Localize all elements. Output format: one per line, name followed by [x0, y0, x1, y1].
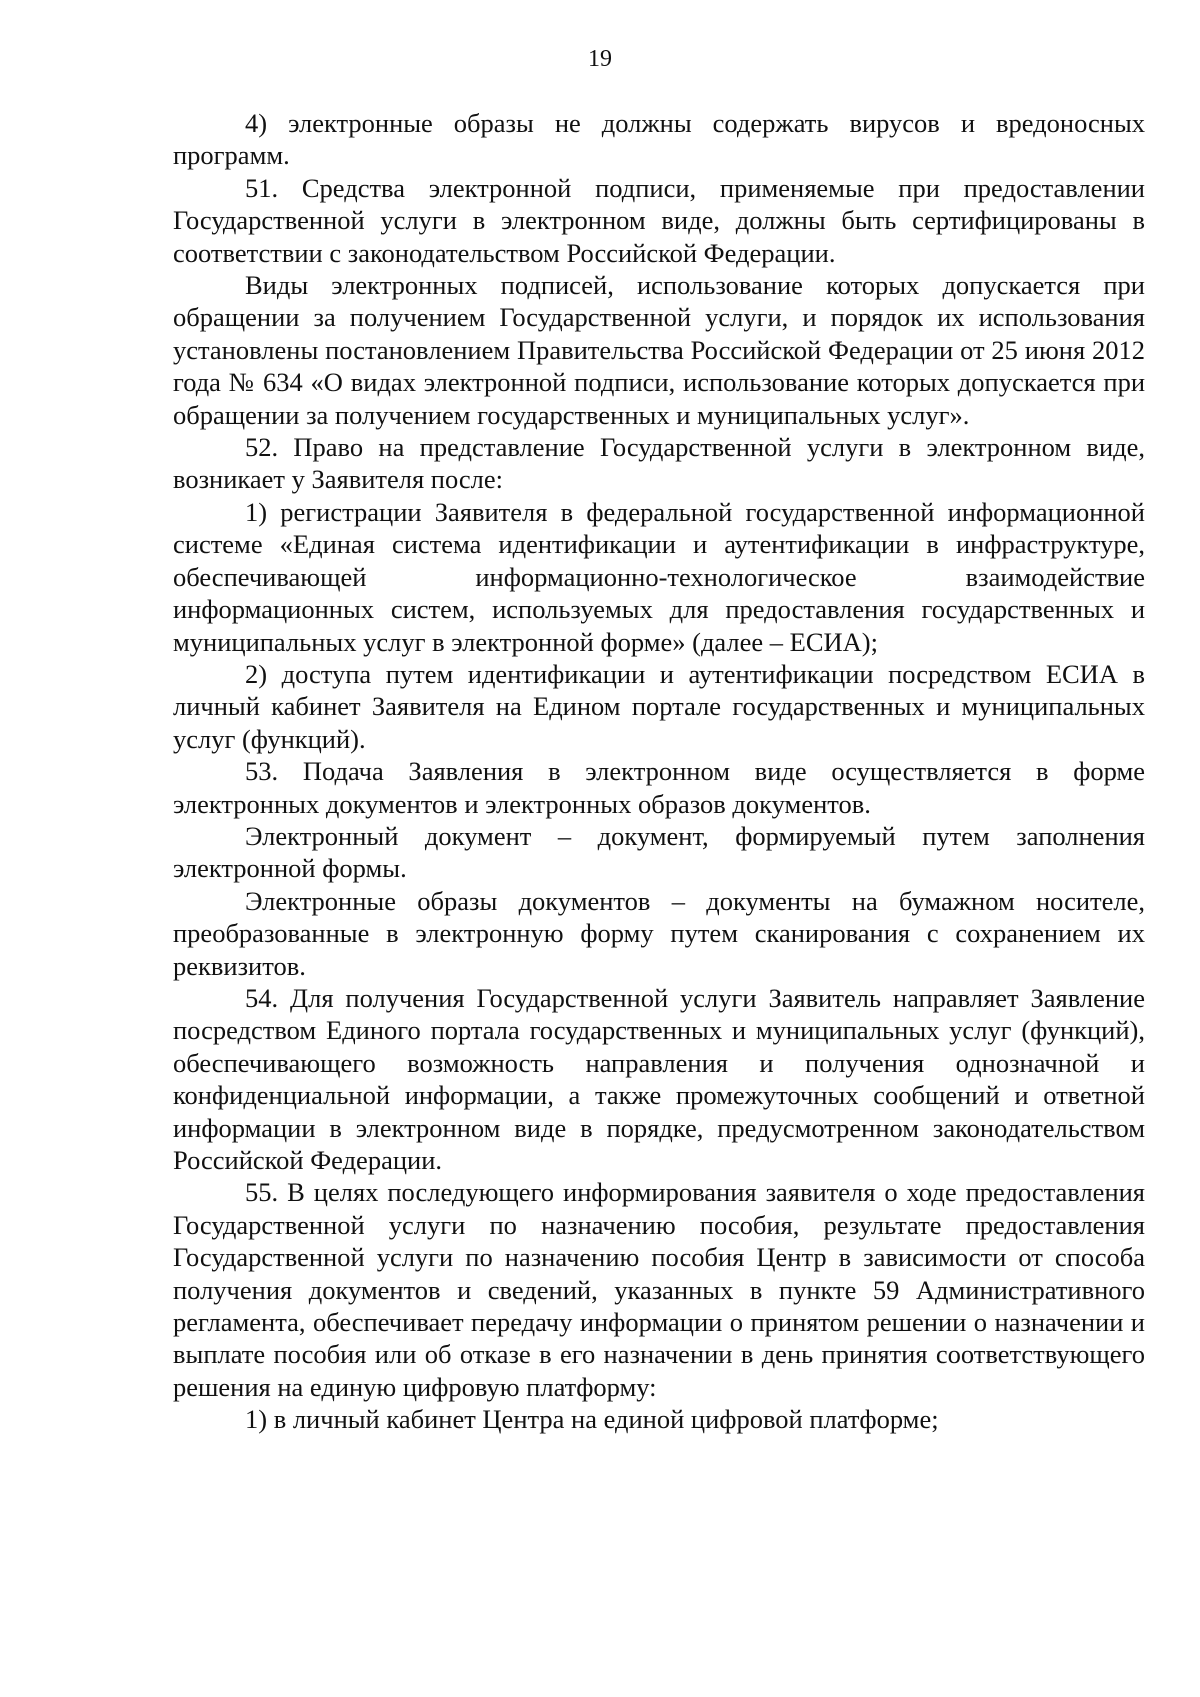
paragraph-52-item-1-registration: 1) регистрации Заявителя в федеральной государственной информационной системе «Единая система идентификации и аутентификации в инфраструктуре, обеспечивающей информационно-технологическое взаимодействие информационных систем, используемых для предоставления государственных и муниципальных услуг в электронной форме» (далее – ЕСИА);: [173, 496, 1145, 657]
paragraph-55-informing: 55. В целях последующего информирования заявителя о ходе предоставления Государственной услуги по назначению пособия, результате предоставления Государственной услуги по назначению пособия Центр в зависимости от способа получения документов и сведений, указанных в пункте 59 Административного регламента, обеспечивает передачу информации о принятом решении о назначении и выплате пособия или об отказе в его назначении в день принятия соответствующего решения на единую цифровую платформу:: [173, 1177, 1145, 1402]
paragraph-55-item-1-cabinet: 1) в личный кабинет Центра на единой цифровой платформе;: [245, 1404, 939, 1435]
paragraph-electronic-document-definition: Электронный документ – документ, формируемый путем заполнения электронной формы.: [173, 820, 1145, 884]
paragraph-54-application: 54. Для получения Государственной услуги Заявитель направляет Заявление посредством Единого портала государственных и муниципальных услуг (функций), обеспечивающего возможность направления и получения однозначной и конфиденциальной информации, а также промежуточных сообщений и ответной информации в электронном виде в порядке, предусмотренном законодательством Российской Федерации.: [173, 982, 1145, 1175]
page-number: 19: [588, 46, 612, 72]
document-body: [173, 107, 1145, 1436]
paragraph-electronic-images-definition: Электронные образы документов – документы на бумажном носителе, преобразованные в электронную форму путем сканирования с сохранением их реквизитов.: [173, 885, 1145, 981]
paragraph-52-electronic-right: 52. Право на представление Государственной услуги в электронном виде, возникает у Заявителя после:: [173, 432, 1145, 495]
paragraph-signature-types: Виды электронных подписей, использование которых допускается при обращении за получением Государственной услуги, и порядок их использования установлены постановлением Правительства Российской Федерации от 25 июня 2012 года № 634 «О видах электронной подписи, использование которых допускается при обращении за получением государственных и муниципальных услуг».: [173, 270, 1145, 430]
paragraph-item-4-viruses: 4) электронные образы не должны содержать вирусов и вредоносных программ.: [173, 108, 1145, 171]
paragraph-52-item-2-access: 2) доступа путем идентификации и аутентификации посредством ЕСИА в личный кабинет Заявителя на Едином портале государственных и муниципальных услуг (функций).: [173, 658, 1145, 754]
paragraph-51-signature-tools: 51. Средства электронной подписи, применяемые при предоставлении Государственной услуги в электронном виде, должны быть сертифицированы в соответствии с законодательством Российской Федерации.: [173, 172, 1145, 268]
paragraph-53-submission: 53. Подача Заявления в электронном виде осуществляется в форме электронных документов и электронных образов документов.: [173, 756, 1145, 819]
